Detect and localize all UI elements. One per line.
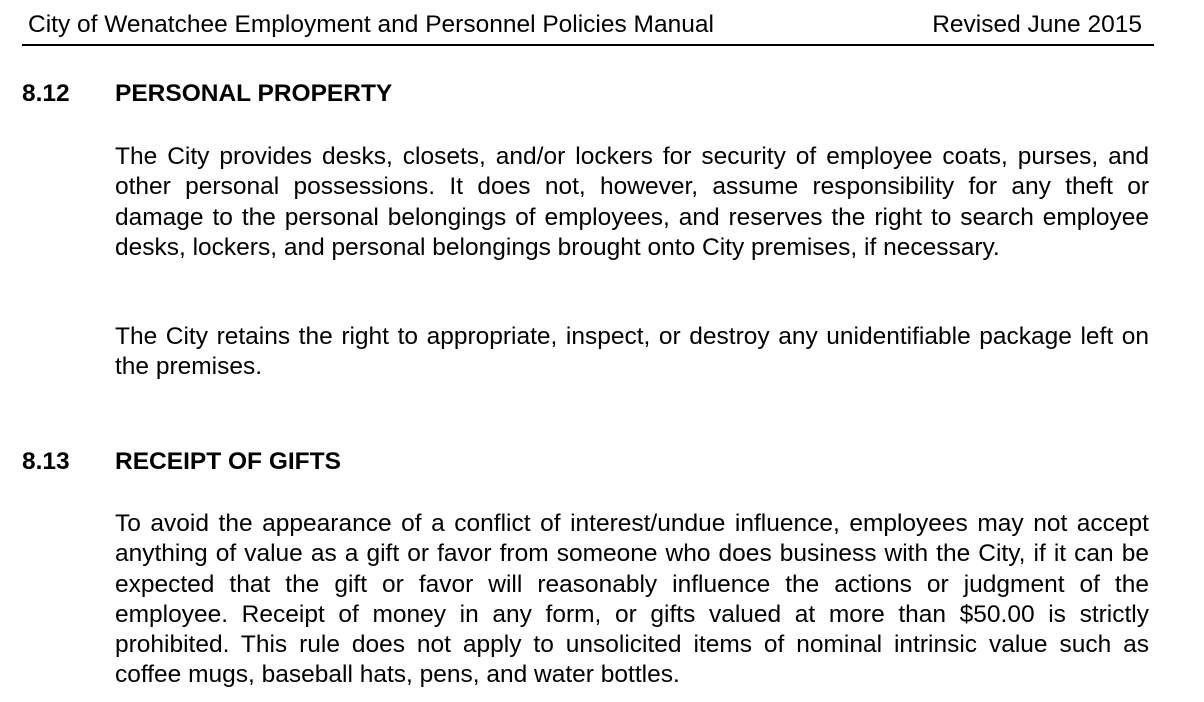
page-header [22,8,1154,46]
section-heading: RECEIPT OF GIFTS [115,448,341,475]
revision-date: Revised June 2015 [932,11,1142,38]
section-heading: PERSONAL PROPERTY [115,80,393,107]
section-number: 8.13 [22,448,70,475]
section-number: 8.12 [22,80,70,107]
section-paragraph: The City provides desks, closets, and/or lockers for security of employee coats, purses, and other personal possessions. It does not, however, assume responsibility for any theft or damage to the personal belongings of employees, and reserves the right to search employee desks, lockers, and personal belongings brought onto City premises, if necessary. [115,143,1149,261]
section-paragraph: The City retains the right to appropriate, inspect, or destroy any unidentifiable package left on the premises. [115,323,1149,381]
section-paragraph: To avoid the appearance of a conflict of interest/undue influence, employees may not accept anything of value as a gift or favor from someone who does business with the City, if it can be expected that the gift or favor will reasonably influence the actions or judgment of the employee. Receipt of money in any form, or gifts valued at more than $50.00 is strictly prohibited. This rule does not apply to unsolicited items of nominal intrinsic value such as coffee mugs, baseball hats, pens, and water bottles. [115,510,1149,689]
manual-title: City of Wenatchee Employment and Personnel Policies Manual [28,11,714,38]
